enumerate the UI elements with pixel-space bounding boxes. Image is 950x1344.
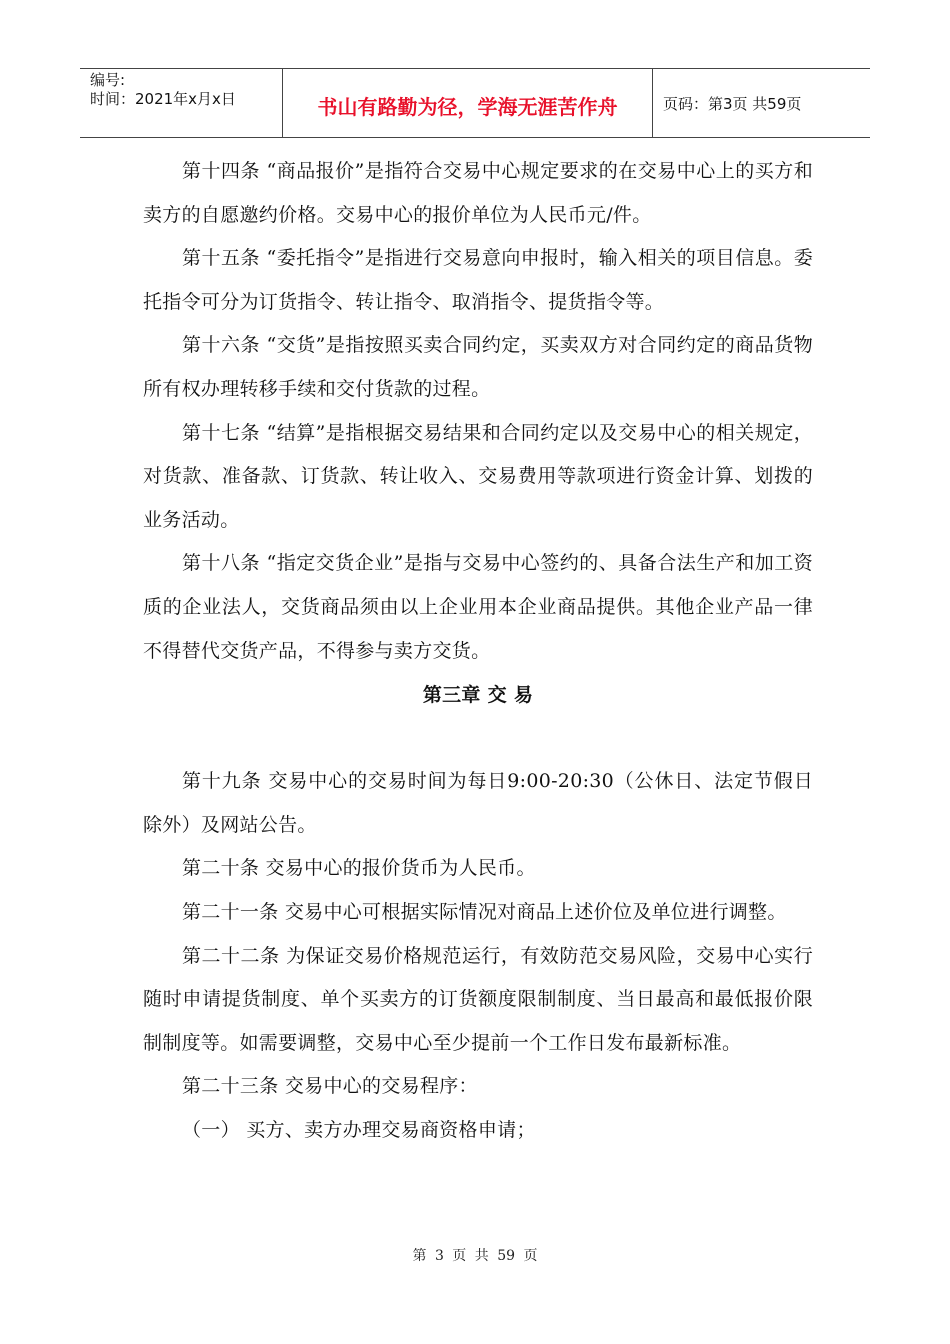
page-footer: 第 3 页 共 59 页	[412, 1248, 538, 1264]
list-item-1: （一） 买方、卖方办理交易商资格申请；	[182, 1118, 536, 1141]
paragraph-article-18: 第十八条 “指定交货企业”是指与交易中心签约的、具备合法生产和加工资质的企业法人，交货商品须由以上企业用本企业商品提供。其他企业产品一律不得替代交货产品，不得参与卖方交货。	[143, 552, 813, 662]
paragraph-article-19: 第十九条 交易中心的交易时间为每日9:00-20:30（公休日、法定节假日除外）及网站公告。	[143, 770, 813, 836]
paragraph-article-14: 第十四条 “商品报价”是指符合交易中心规定要求的在交易中心上的买方和卖方的自愿邀约价格。交易中心的报价单位为人民币元/件。	[143, 160, 813, 226]
chapter-title: 第三章 交 易	[422, 684, 534, 707]
document-body	[143, 150, 813, 1152]
time-label: 时间：2021年x月x日	[90, 90, 236, 108]
paragraph-article-16: 第十六条 “交货”是指按照买卖合同约定，买卖双方对合同约定的商品货物所有权办理转移手续和交付货款的过程。	[143, 334, 813, 400]
header-motto: 书山有路勤为径，学海无涯苦作舟	[283, 69, 653, 137]
page-header	[80, 68, 870, 138]
paragraph-article-20: 第二十条 交易中心的报价货币为人民币。	[182, 857, 536, 880]
paragraph-article-17: 第十七条 “结算”是指根据交易结果和合同约定以及交易中心的相关规定，对货款、准备款、订货款、转让收入、交易费用等款项进行资金计算、划拨的业务活动。	[143, 421, 813, 531]
paragraph-article-22: 第二十二条 为保证交易价格规范运行，有效防范交易风险，交易中心实行随时申请提货制度、单个买卖方的订货额度限制制度、当日最高和最低报价限制制度等。如需要调整，交易中心至少提前一个工作日发布最新标准。	[143, 944, 813, 1054]
paragraph-article-23: 第二十三条 交易中心的交易程序：	[182, 1075, 478, 1098]
paragraph-article-21: 第二十一条 交易中心可根据实际情况对商品上述价位及单位进行调整。	[182, 900, 787, 923]
header-meta	[80, 69, 283, 137]
paragraph-article-15: 第十五条 “委托指令”是指进行交易意向申报时，输入相关的项目信息。委托指令可分为订货指令、转让指令、取消指令、提货指令等。	[143, 247, 813, 313]
doc-number-label: 编号:	[90, 71, 126, 89]
header-page-label: 页码：第3页 共59页	[663, 94, 802, 113]
